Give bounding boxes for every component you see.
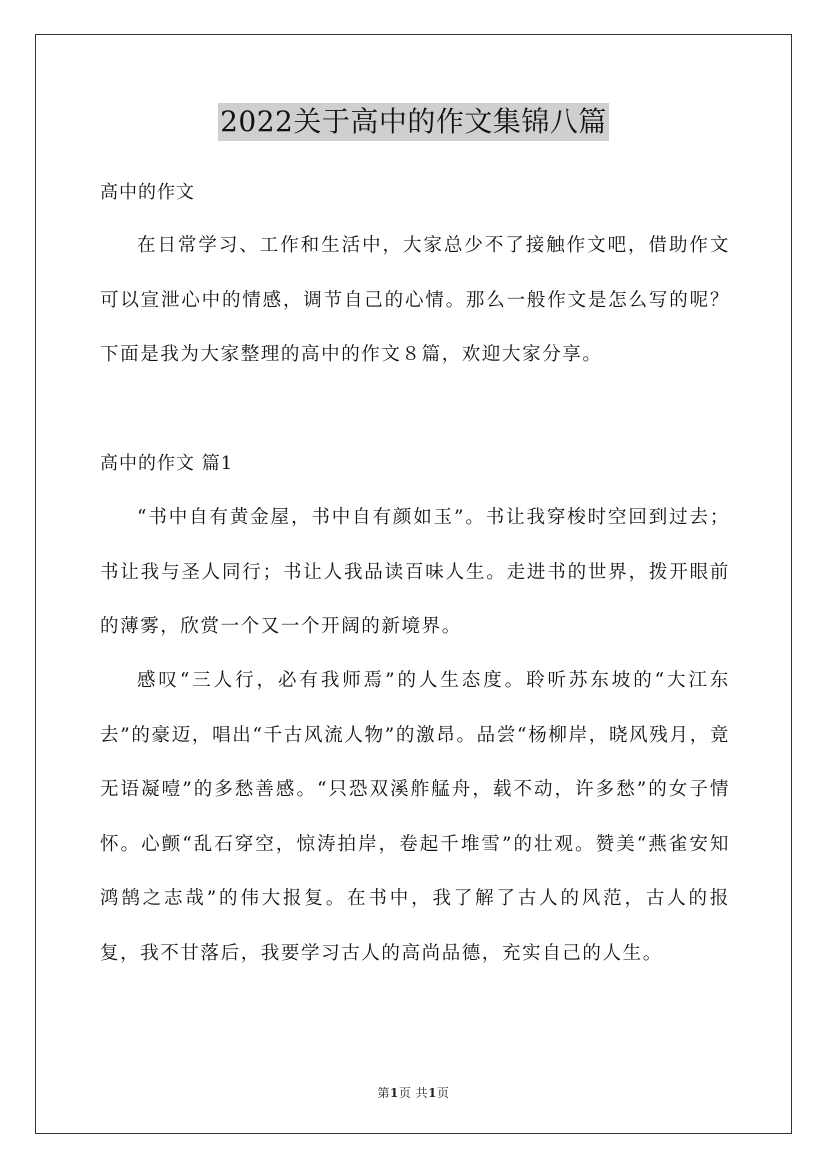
section1-paragraph-2: 感叹“三人行，必有我师焉”的人生态度。聆听苏东坡的“大江东去”的豪迈，唱出“千古风流人物”的激昂。品尝“杨柳岸，晓风残月，竟无语凝噎”的多愁善感。“只恐双溪舴艋舟，载不动，许多愁”的女子情怀。心颤“乱石穿空，惊涛拍岸，卷起千堆雪”的壮观。赞美“燕雀安知鸿鹄之志哉”的伟大报复。在书中，我了解了古人的风范，古人的报复，我不甘落后，我要学习古人的高尚品德，充实自己的人生。 xyxy=(100,670,730,964)
footer-suffix: 页 xyxy=(437,1086,450,1100)
footer-current-page: 1 xyxy=(389,1086,399,1100)
footer-total-pages: 1 xyxy=(428,1086,438,1100)
intro-paragraph: 在日常学习、工作和生活中，大家总少不了接触作文吧，借助作文可以宣泄心中的情感，调节自己的心情。那么一般作文是怎么写的呢？下面是我为大家整理的高中的作文８篇，欢迎大家分享。 xyxy=(100,235,730,365)
footer-mid: 页 共 xyxy=(398,1086,429,1100)
intro-heading: 高中的作文 xyxy=(100,182,195,203)
section1-paragraph-1: “书中自有黄金屋，书中自有颜如玉”。书让我穿梭时空回到过去；书让我与圣人同行；书让人我品读百味人生。走进书的世界，拨开眼前的薄雾，欣赏一个又一个开阔的新境界。 xyxy=(100,507,730,637)
section1-heading: 高中的作文 篇1 xyxy=(100,453,234,474)
page-footer xyxy=(0,1084,827,1101)
document-title: 2022关于高中的作文集锦八篇 xyxy=(218,103,609,141)
footer-prefix: 第 xyxy=(377,1086,390,1100)
title-container xyxy=(0,103,827,141)
